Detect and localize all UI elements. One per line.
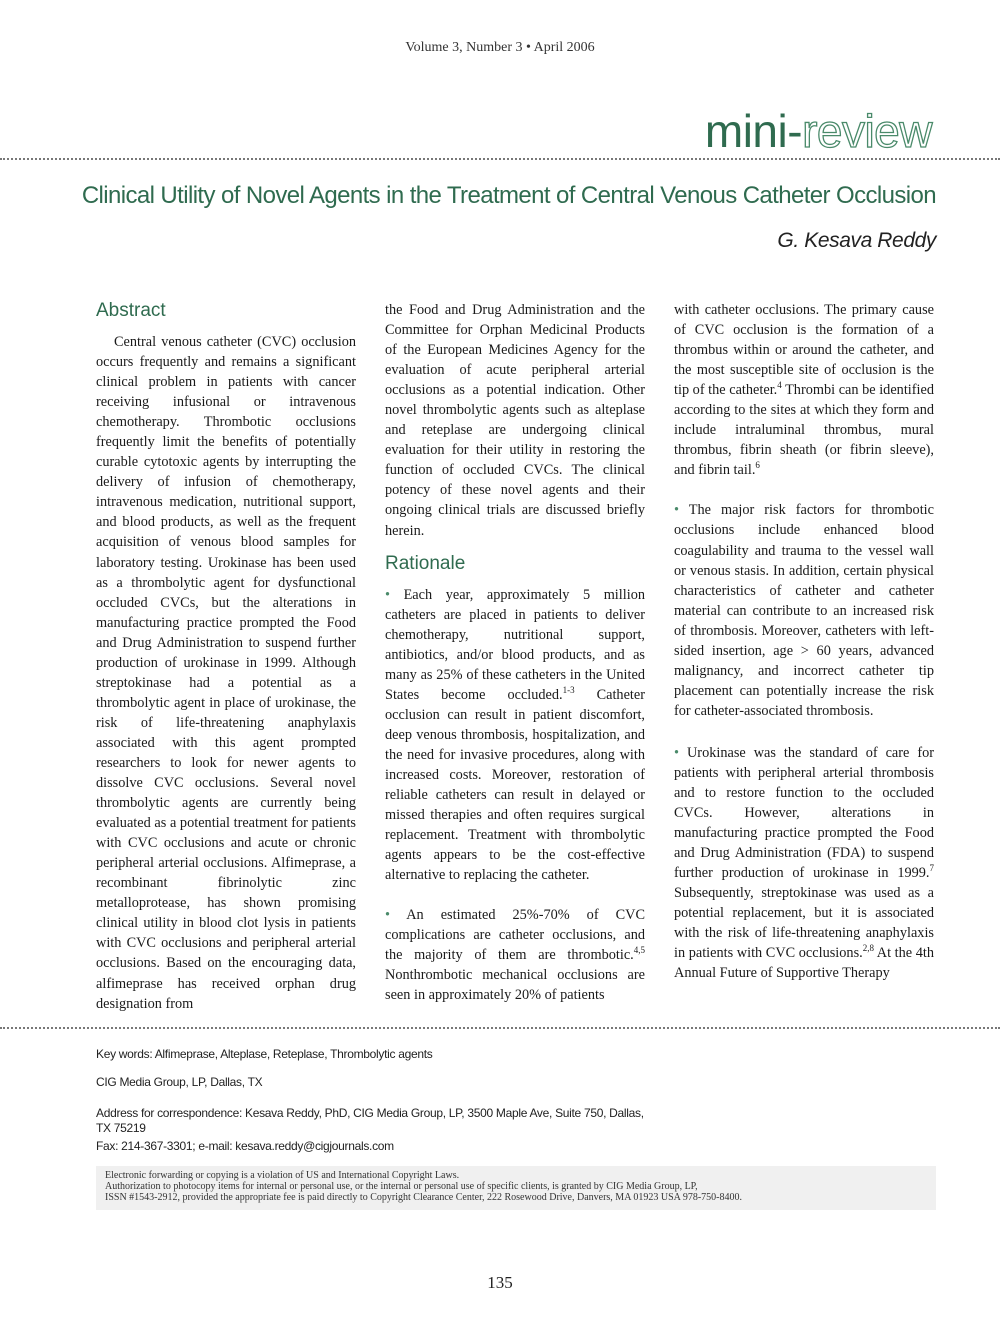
abstract-text-continued: the Food and Drug Administration and the Committee for Orphan Medicinal Products of the European Medicines Agency for the evaluation of acute peripheral arterial occlusions as a potential indication. Other novel thrombolytic agents such as alteplase and reteplase are undergoing clinical evaluation for their utility in restoring the function of occluded CVCs. The clinical potency of these novel agents and their ongoing clinical trials are discussed briefly herein. xyxy=(385,302,645,539)
rationale-paragraph-4 xyxy=(674,743,934,984)
rationale-p3-text: The major risk factors for thrombotic occlusions include enhanced blood coagulability and trauma to the vessel wall or venous stasis. In addition, certain physical characteristics of catheter and catheter material can contribute to an increased risk of thrombosis. Moreover, catheters with left-sided insertion, age > 60 years, advanced malignancy, and incorrect catheter tip placement can potentially increase the risk for catheter-associated thrombosis. xyxy=(674,502,934,719)
issue-line: Volume 3, Number 3 • April 2006 xyxy=(405,40,595,55)
reference-2-8: 2,8 xyxy=(862,943,874,954)
section-label-prefix: mini- xyxy=(704,105,803,157)
abstract-heading: Abstract xyxy=(96,300,166,321)
rationale-paragraph-2-continued xyxy=(674,300,934,480)
reference-4-5: 4,5 xyxy=(633,945,645,956)
column-1 xyxy=(96,300,356,1014)
top-divider xyxy=(0,158,1000,160)
article-author: G. Kesava Reddy xyxy=(777,229,936,252)
reference-4: 4 xyxy=(777,380,782,391)
reference-7: 7 xyxy=(929,863,934,874)
rationale-p4-text-a: Urokinase was the standard of care for patients with peripheral arterial thrombosis and to restore function to the occluded CVCs. However, alterations in manufacturing practice prompted the Food and Drug Administration (FDA) to suspend further production of urokinase in 1999. xyxy=(674,744,935,882)
copyright-line-1: Electronic forwarding or copying is a violation of US and International Copyright Laws. xyxy=(105,1170,460,1181)
bullet-icon: • xyxy=(674,502,680,519)
bullet-icon: • xyxy=(385,907,391,924)
rationale-p1-text-a: Each year, approximately 5 million catheters are placed in patients to deliver chemotherapy, nutritional support, antibiotics, and/or blood products, and as many as 25% of these catheters in the United States become occluded. xyxy=(385,586,645,703)
rationale-heading: Rationale xyxy=(385,552,466,574)
rationale-p2-text-d: Thrombi can be identified according to the sites at which they form and include intraluminal thrombus, mural thrombus, fibrin sheath (or fibrin sleeve), and fibrin tail. xyxy=(674,382,934,479)
bottom-divider xyxy=(0,1027,1000,1029)
publisher-line: CIG Media Group, LP, Dallas, TX xyxy=(96,1075,263,1089)
rationale-p2-text-a: An estimated 25%-70% of CVC complications are catheter occlusions, and the majority of them are thrombotic. xyxy=(385,907,645,964)
rationale-p2-text-b: Nonthrombotic mechanical occlusions are seen in approximately 20% of patients xyxy=(385,967,645,1004)
copyright-line-3: ISSN #1543-2912, provided the appropriate fee is paid directly to Copyright Clearance Center, 222 Rosewood Drive, Danvers, MA 01923 USA 978-750-8400. xyxy=(105,1192,742,1203)
rationale-paragraph-1 xyxy=(385,585,645,886)
column-3 xyxy=(674,300,934,984)
article-title: Clinical Utility of Novel Agents in the Treatment of Central Venous Catheter Occlusion xyxy=(81,182,936,209)
copyright-line-2: Authorization to photocopy items for internal or personal use, or the internal or personal use of specific clients, is granted by CIG Media Group, LP, xyxy=(105,1181,698,1192)
rationale-p4-text-c: At the 4th Annual Future of Supportive Therapy xyxy=(674,945,934,982)
copyright-notice xyxy=(96,1166,936,1210)
section-label xyxy=(705,104,932,158)
correspondence-address: Address for correspondence: Kesava Reddy, PhD, CIG Media Group, LP, 3500 Maple Ave, Suite 750, Dallas, TX 75219 xyxy=(96,1106,644,1135)
page-number: 135 xyxy=(487,1273,513,1292)
bullet-icon: • xyxy=(674,744,680,761)
rationale-paragraph-2 xyxy=(385,905,645,1005)
rationale-p2-text-c: with catheter occlusions. The primary cause of CVC occlusion is the formation of a thrombus within or around the catheter, and the most susceptible site of occlusion is the tip of the catheter. xyxy=(674,302,934,399)
reference-1-3: 1-3 xyxy=(562,685,575,696)
reference-6: 6 xyxy=(755,460,760,471)
rationale-p1-text-b: Catheter occlusion can result in patient discomfort, deep venous thrombosis, hospitalization, and the need for invasive procedures, along with increased costs. Moreover, restoration of reliable catheters can result in delayed or missed therapies and often requires surgical replacement. Treatment with thrombolytic agents appears to be the cost-effective alternative to replacing the catheter. xyxy=(385,686,645,884)
rationale-p4-text-b: Subsequently, streptokinase was used as a potential replacement, but it is associated with the risk of life-threatening anaphylaxis in patients with CVC occlusions. xyxy=(674,885,934,962)
bullet-icon: • xyxy=(385,586,391,603)
column-2 xyxy=(385,300,645,1006)
section-label-suffix: review xyxy=(802,105,932,157)
keywords: Key words: Alfimeprase, Alteplase, Reteplase, Thrombolytic agents xyxy=(96,1047,433,1061)
contact-fax-email: Fax: 214-367-3301; e-mail: kesava.reddy@cigjournals.com xyxy=(96,1139,394,1153)
rationale-paragraph-3 xyxy=(674,500,934,721)
abstract-text: Central venous catheter (CVC) occlusion occurs frequently and remains a significant clinical problem in patients with cancer receiving infusional or intravenous chemotherapy. Thrombotic occlusions frequently limit the benefits of potentially curable cytotoxic agents by interrupting the delivery of infusion of chemotherapy, intravenous medication, nutritional support, and blood products, as well as the frequent acquisition of venous blood samples for laboratory testing. Urokinase has been used as a thrombolytic agent for dysfunctional occluded CVCs, but the alterations in manufacturing practice prompted the Food and Drug Administration to suspend further production of urokinase in 1999. Although streptokinase had a potential as a thrombolytic agent in place of urokinase, the risk of life-threatening anaphylaxis associated with this agent prompted researchers to look for newer agents to dissolve CVC occlusions. Several novel thrombolytic agents are currently being evaluated as a potential treatment for patients with CVC occlusions and acute or chronic peripheral arterial occlusions. Alfimeprase, a recombinant fibrinolytic zinc metalloprotease, has shown promising clinical utility in blood clot lysis in patients with CVC occlusions and peripheral arterial occlusions. Based on the encouraging data, alfimeprase has received orphan drug designation from xyxy=(96,334,356,1012)
